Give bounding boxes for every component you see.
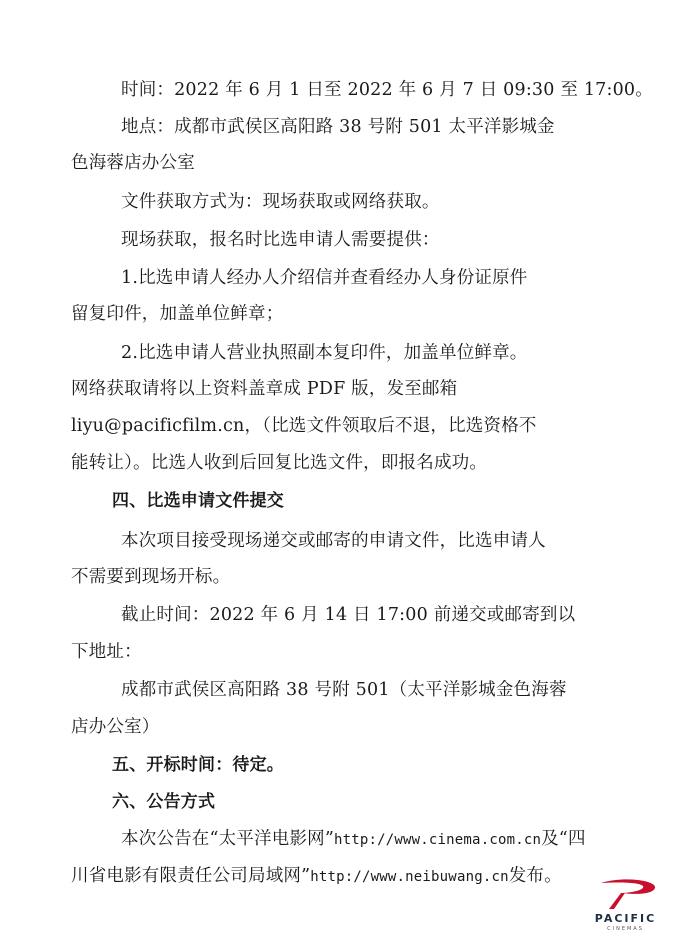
logo-subtitle: CINEMAS [607,926,644,932]
address-line: 成都市武侯区高阳路 38 号附 501（太平洋影城金色海蓉 [121,680,567,700]
cinema-url: http://www.cinema.com.cn [334,832,542,848]
location-line: 地点：成都市武侯区高阳路 38 号附 501 太平洋影城金 [121,117,555,137]
item-1-line-cont: 留复印件，加盖单位鲜章； [71,304,284,324]
item-1-line: 1.比选申请人经办人介绍信并查看经办人身份证原件 [121,268,528,288]
email-line: liyu@pacificfilm.cn，（比选文件领取后不退，比选资格不 [71,416,537,436]
neibuwang-url: http://www.neibuwang.cn [310,869,509,885]
notice-text-and: 及“四 [541,829,586,849]
onsite-line: 现场获取，报名时比选申请人需要提供： [121,230,440,250]
pacific-cinemas-logo [583,878,668,938]
notice-line-cont [71,864,562,889]
deadline-line-cont: 下地址： [71,642,142,662]
notice-line [121,827,586,852]
notice-text-end: 发布。 [508,866,562,886]
time-line: 时间：2022 年 6 月 1 日至 2022 年 6 月 7 日 09:30 至 17:00。 [121,80,653,100]
location-line-cont: 色海蓉店办公室 [71,153,195,173]
submit-line: 本次项目接受现场递交或邮寄的申请文件，比选申请人 [121,531,546,551]
logo-wordmark: PACIFIC [594,912,657,925]
section-4-heading: 四、比选申请文件提交 [112,491,284,511]
notice-text-cont: 川省电影有限责任公司局域网” [71,866,311,886]
online-line: 网络获取请将以上资料盖章成 PDF 版，发至邮箱 [71,379,458,399]
address-line-cont: 店办公室） [71,717,160,737]
logo-swoosh-icon [583,878,668,912]
deadline-line: 截止时间：2022 年 6 月 14 日 17:00 前递交或邮寄到以 [121,605,576,625]
online-line-end: 能转让）。比选人收到后回复比选文件，即报名成功。 [71,453,488,473]
section-6-heading: 六、公告方式 [112,792,216,812]
section-5-heading: 五、开标时间：待定。 [112,755,284,775]
notice-text: 本次公告在“太平洋电影网” [121,829,334,849]
submit-line-cont: 不需要到现场开标。 [71,567,231,587]
item-2-line: 2.比选申请人营业执照副本复印件，加盖单位鲜章。 [121,343,528,363]
method-line: 文件获取方式为：现场获取或网络获取。 [121,192,440,212]
